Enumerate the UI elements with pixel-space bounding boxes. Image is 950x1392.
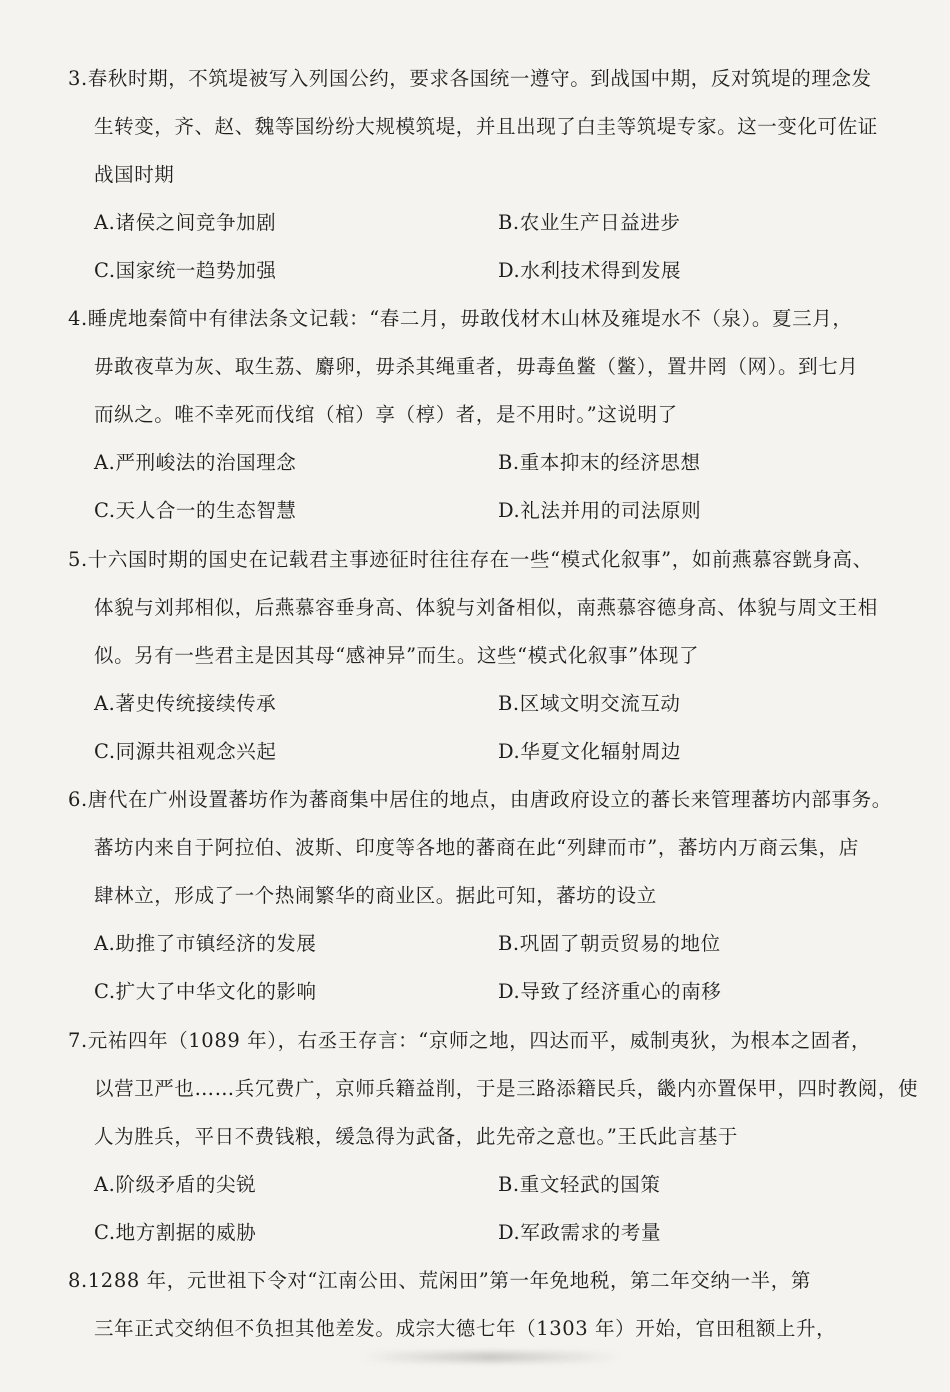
q4-option-b: B.重本抑末的经济思想 <box>498 451 701 474</box>
q5-stem-line-2: 体貌与刘邦相似，后燕慕容垂身高、体貌与刘备相似，南燕慕容德身高、体貌与周文王相 <box>94 596 878 619</box>
q6-stem-line-3: 肆林立，形成了一个热闹繁华的商业区。据此可知，蕃坊的设立 <box>94 884 657 907</box>
q3-stem-line-3: 战国时期 <box>94 163 175 186</box>
q5-option-c: C.同源共祖观念兴起 <box>94 740 277 763</box>
q4-stem-line-3: 而纵之。唯不幸死而伐绾（棺）享（椁）者，是不用时。”这说明了 <box>94 403 678 426</box>
q6-stem-line-2: 蕃坊内来自于阿拉伯、波斯、印度等各地的蕃商在此“列肆而市”，蕃坊内万商云集，店 <box>94 836 859 859</box>
q7-stem-line-2: 以营卫严也……兵冗费广，京师兵籍益削，于是三路添籍民兵，畿内亦置保甲，四时教阅，使 <box>94 1077 919 1100</box>
q7-stem-line-3: 人为胜兵，平日不费钱粮，缓急得为武备，此先帝之意也。”王氏此言基于 <box>94 1125 739 1148</box>
q3-stem-line-2: 生转变，齐、赵、魏等国纷纷大规模筑堤，并且出现了白圭等筑堤专家。这一变化可佐证 <box>94 115 878 138</box>
q7-option-d: D.军政需求的考量 <box>498 1221 662 1244</box>
q7-option-c: C.地方割据的威胁 <box>94 1221 257 1244</box>
q5-option-d: D.华夏文化辐射周边 <box>498 740 682 763</box>
q4-option-d: D.礼法并用的司法原则 <box>498 499 702 522</box>
q6-option-a: A.助推了市镇经济的发展 <box>94 932 317 955</box>
q3-stem-line-1: 3.春秋时期，不筑堤被写入列国公约，要求各国统一遵守。到战国中期，反对筑堤的理念发 <box>68 67 872 90</box>
q4-stem-line-1: 4.睡虎地秦简中有律法条文记载：“春二月，毋敢伐材木山林及雍堤水不（泉）。夏三月， <box>68 307 853 330</box>
q6-stem-line-1: 6.唐代在广州设置蕃坊作为蕃商集中居住的地点，由唐政府设立的蕃长来管理蕃坊内部事务。 <box>68 788 892 811</box>
q8-stem-line-1: 8.1288 年，元世祖下令对“江南公田、荒闲田”第一年免地税，第二年交纳一半，第 <box>68 1269 811 1292</box>
page-footer-smudge <box>360 1352 620 1362</box>
q3-option-b: B.农业生产日益进步 <box>498 211 681 234</box>
q6-option-b: B.巩固了朝贡贸易的地位 <box>498 932 721 955</box>
q6-option-c: C.扩大了中华文化的影响 <box>94 980 317 1003</box>
q4-option-c: C.天人合一的生态智慧 <box>94 499 297 522</box>
q7-option-a: A.阶级矛盾的尖锐 <box>94 1173 257 1196</box>
q7-stem-line-1: 7.元祐四年（1089 年），右丞王存言：“京师之地，四达而平，威制夷狄，为根本之固者， <box>68 1029 872 1052</box>
q4-stem-line-2: 毋敢夜草为灰、取生荔、麝卵，毋杀其绳重者，毋毒鱼鳖（鳖），置井罔（网）。到七月 <box>94 355 859 378</box>
q8-stem-line-2: 三年正式交纳但不负担其他差发。成宗大德七年（1303 年）开始，官田租额上升， <box>94 1317 837 1340</box>
q5-stem-line-3: 似。另有一些君主是因其母“感神异”而生。这些“模式化叙事”体现了 <box>94 644 700 667</box>
q3-option-a: A.诸侯之间竞争加剧 <box>94 211 277 234</box>
q5-stem-line-1: 5.十六国时期的国史在记载君主事迹征时往往存在一些“模式化叙事”，如前燕慕容皝身高、 <box>68 548 873 571</box>
q3-option-d: D.水利技术得到发展 <box>498 259 682 282</box>
q4-option-a: A.严刑峻法的治国理念 <box>94 451 297 474</box>
q7-option-b: B.重文轻武的国策 <box>498 1173 661 1196</box>
q3-option-c: C.国家统一趋势加强 <box>94 259 277 282</box>
q5-option-a: A.著史传统接续传承 <box>94 692 277 715</box>
q6-option-d: D.导致了经济重心的南移 <box>498 980 722 1003</box>
q5-option-b: B.区域文明交流互动 <box>498 692 681 715</box>
